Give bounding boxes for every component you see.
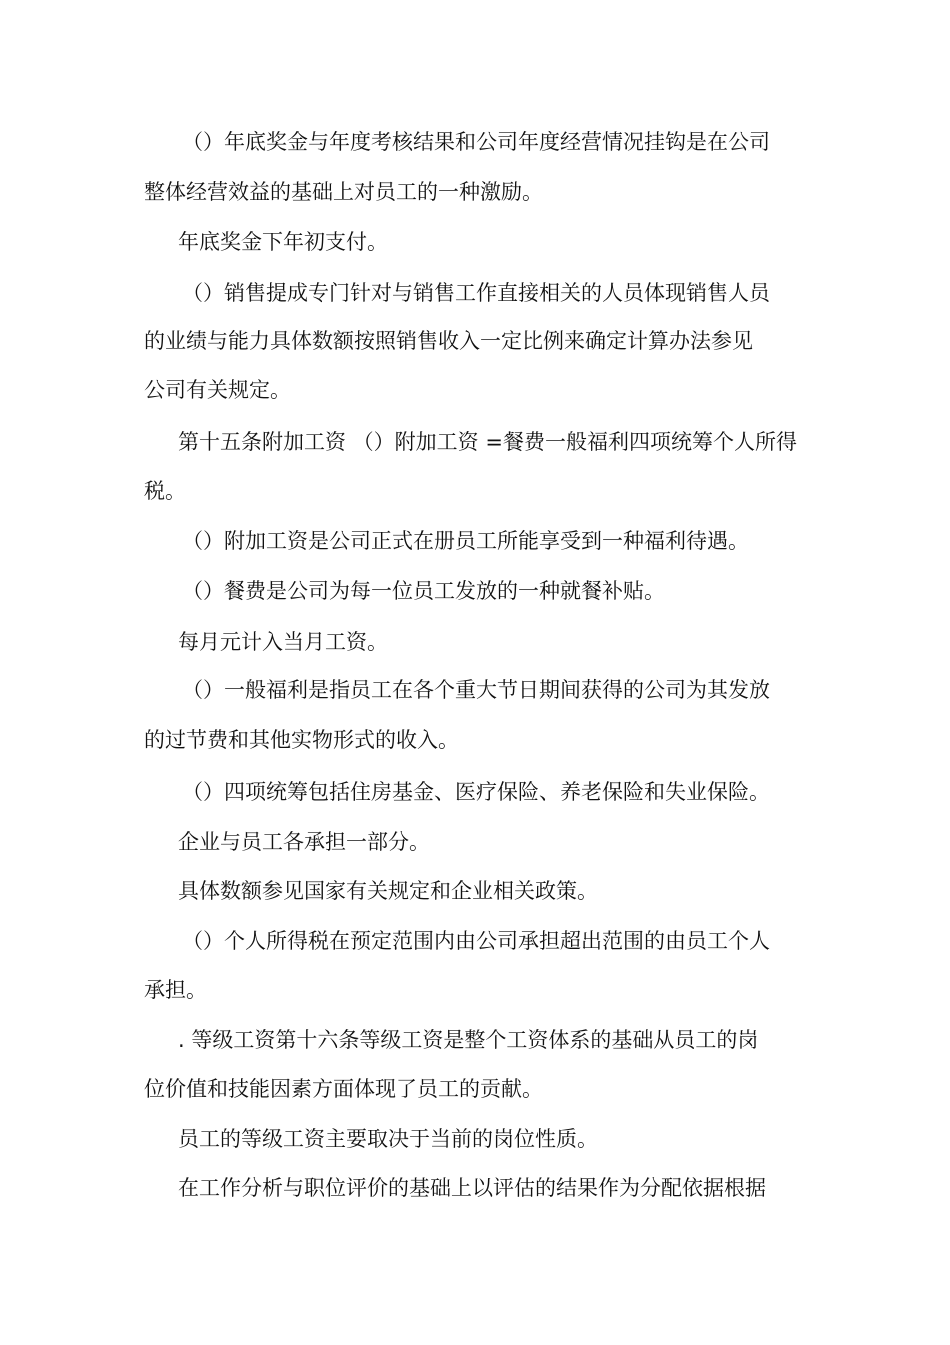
paragraph-line: 位价值和技能因素方面体现了员工的贡献。 bbox=[144, 1077, 543, 1101]
paragraph-line: 在工作分析与职位评价的基础上以评估的结果作为分配依据根据 bbox=[178, 1176, 766, 1200]
paragraph-line: 每月元计入当月工资。 bbox=[178, 630, 388, 654]
paragraph-line: （）个人所得税在预定范围内由公司承担超出范围的由员工个人 bbox=[182, 929, 770, 953]
paragraph-line: （）四项统筹包括住房基金、医疗保险、养老保险和失业保险。 bbox=[182, 780, 770, 804]
paragraph-line: 员工的等级工资主要取决于当前的岗位性质。 bbox=[178, 1127, 598, 1151]
paragraph-line: 承担。 bbox=[144, 978, 207, 1002]
paragraph-line: （）附加工资是公司正式在册员工所能享受到一种福利待遇。 bbox=[182, 529, 749, 553]
paragraph-line: 年底奖金下年初支付。 bbox=[178, 230, 388, 254]
paragraph-line: 整体经营效益的基础上对员工的一种激励。 bbox=[144, 180, 543, 204]
paragraph-line: 企业与员工各承担一部分。 bbox=[178, 830, 430, 854]
paragraph-line: 公司有关规定。 bbox=[144, 378, 291, 402]
paragraph-line: （）餐费是公司为每一位员工发放的一种就餐补贴。 bbox=[182, 579, 665, 603]
paragraph-line: 的业绩与能力具体数额按照销售收入一定比例来确定计算办法参见 bbox=[144, 329, 753, 353]
paragraph-line: （）年底奖金与年度考核结果和公司年度经营情况挂钩是在公司 bbox=[182, 130, 770, 154]
paragraph-line: 的过节费和其他实物形式的收入。 bbox=[144, 728, 459, 752]
paragraph-line: 具体数额参见国家有关规定和企业相关政策。 bbox=[178, 879, 598, 903]
paragraph-line: 税。 bbox=[144, 479, 186, 503]
paragraph-line: . 等级工资第十六条等级工资是整个工资体系的基础从员工的岗 bbox=[178, 1028, 759, 1052]
paragraph-line: （）销售提成专门针对与销售工作直接相关的人员体现销售人员 bbox=[182, 281, 770, 305]
paragraph-line: 第十五条附加工资 （）附加工资 =餐费一般福利四项统筹个人所得 bbox=[178, 430, 797, 454]
paragraph-line: （）一般福利是指员工在各个重大节日期间获得的公司为其发放 bbox=[182, 678, 770, 702]
